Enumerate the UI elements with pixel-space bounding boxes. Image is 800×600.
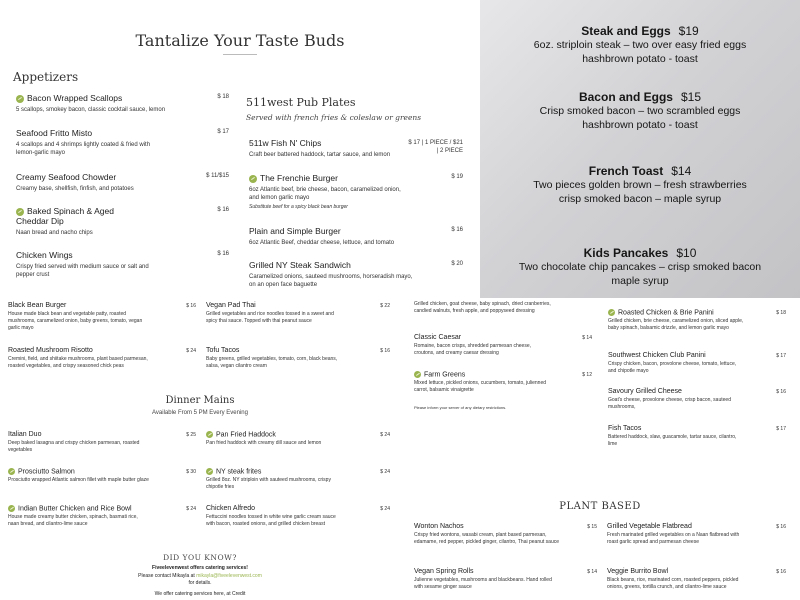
- pub-plates-heading: 511west Pub Plates: [246, 96, 356, 109]
- menu-item: [608, 388, 743, 411]
- item-name: Bacon Wrapped Scallops: [27, 93, 123, 103]
- appetizers-heading: Appetizers: [13, 70, 79, 84]
- item-price: $ 25: [186, 432, 196, 438]
- item-description: Deep baked lasagna and crispy chicken parmesan, roasted vegetables: [8, 440, 140, 453]
- item-price: $ 30: [186, 469, 196, 475]
- item-price: $ 24: [186, 506, 196, 512]
- item-price: $ 20: [451, 261, 463, 267]
- plant-based-panel: [400, 478, 800, 600]
- item-name: Indian Butter Chicken and Rice Bowl: [18, 505, 132, 513]
- catering-headline: Fiveelevenwest offers catering services!: [152, 565, 248, 571]
- item-description: Crispy chicken, bacon, provolone cheese, tomato, lettuce, and chipotle mayo: [608, 361, 737, 374]
- item-price: $15: [680, 90, 702, 104]
- item-description: Grilled 8oz. NY striploin with sauteed mushrooms, crispy chipotle fries: [206, 477, 331, 491]
- plant-based-heading: PLANT BASED: [559, 501, 641, 512]
- item-description: House made creamy butter chicken, spinach, basmati rice, naan bread, and cilantro-lime sauce: [8, 514, 138, 528]
- leaf-icon: [16, 95, 24, 103]
- item-description: Craft beer battered haddock, tartar sauce, and lemon: [249, 152, 391, 158]
- item-description: Grilled vegetables and rice noodles tossed in a sweet and spicy thai sauce. Topped with thai peanut sauce: [206, 311, 334, 324]
- leaf-icon: [608, 309, 615, 316]
- item-name: Creamy Seafood Chowder: [16, 172, 117, 182]
- page-title: Tantalize Your Taste Buds: [135, 31, 345, 50]
- menu-item: [607, 523, 747, 546]
- item-price: $10: [676, 246, 697, 260]
- menu-item: [414, 523, 559, 546]
- menu-item: [608, 309, 746, 332]
- item-name: Chicken Wings: [16, 250, 73, 260]
- item-name: French Toast: [588, 164, 664, 178]
- item-price: $ 16: [217, 251, 229, 257]
- item-name: Wonton Nachos: [414, 523, 464, 530]
- item-description: maple syrup: [611, 275, 669, 288]
- leaf-icon: [206, 431, 213, 438]
- item-description: Romaine, bacon crisps, shredded parmesan cheese, croutons, and creamy caesar dressing: [414, 343, 532, 356]
- leaf-icon: [16, 208, 24, 216]
- item-name: Plain and Simple Burger: [249, 226, 341, 236]
- menu-item: [249, 173, 409, 211]
- item-description: Grilled chicken, goat cheese, baby spinach, dried cranberries, candied walnuts, fresh apple, and poppyseed dressing: [414, 301, 551, 314]
- item-description: Naan bread and nacho chips: [16, 230, 93, 237]
- leaf-icon: [249, 175, 257, 183]
- catering-details: for details.: [188, 580, 212, 586]
- menu-item: [414, 371, 549, 394]
- item-name: Chicken Alfredo: [206, 505, 256, 512]
- contact-text: Please contact Mikayla at: [138, 573, 197, 579]
- item-name: 511w Fish N' Chips: [249, 138, 322, 148]
- item-price: $ 16: [776, 389, 786, 395]
- item-name: Southwest Chicken Club Panini: [608, 352, 706, 359]
- item-name: Pan Fried Haddock: [216, 431, 276, 439]
- pub-plates-subheading: Served with french fries & coleslaw or greens: [246, 113, 422, 122]
- item-description: Caramelized onions, sauteed mushrooms, horseradish mayo, on an open face baguette: [249, 274, 413, 289]
- board-item: [480, 164, 800, 206]
- item-name: Veggie Burrito Bowl: [607, 568, 669, 575]
- leaf-icon: [414, 371, 421, 378]
- item-name: Steak and Eggs: [581, 24, 671, 38]
- item-description: Mixed lettuce, pickled onions, cucumbers, tomato, julienned carrot, balsamic vinaigrette: [414, 380, 547, 394]
- item-price: $ 17: [776, 353, 786, 359]
- title-divider: [223, 54, 257, 55]
- item-description: 6oz. striploin steak – two over easy fried eggs: [533, 39, 747, 51]
- item-name: Farm Greens: [424, 371, 466, 379]
- menu-item: [8, 302, 148, 331]
- menu-item: [249, 226, 419, 247]
- item-name: Prosciutto Salmon: [18, 468, 75, 476]
- item-name: The Frenchie Burger: [260, 173, 338, 183]
- item-price: $ 24: [380, 469, 390, 475]
- salads-panini-panel: [400, 298, 800, 478]
- catering-email-link[interactable]: mikayla@fiveelevenwest.com: [196, 573, 262, 579]
- catering-location: We offer catering services here, at Credit: [154, 591, 246, 597]
- item-price: $ 17 | 1 PIECE / $21 | 2 PIECE: [408, 140, 463, 155]
- item-name: Vegan Spring Rolls: [414, 568, 474, 575]
- leaf-icon: [206, 468, 213, 475]
- item-description: Fresh marinated grilled vegetables on a Naan flatbread with roast garlic spread and parmesan cheese: [607, 532, 740, 545]
- item-price: $ 24: [380, 432, 390, 438]
- menu-item: [206, 302, 346, 325]
- menu-item: [249, 138, 409, 159]
- item-description: Goat's cheese, provolone cheese, crisp bacon, sauteed mushrooms,: [608, 397, 731, 410]
- item-price: $ 24: [186, 348, 196, 354]
- item-name: Grilled NY Steak Sandwich: [249, 260, 351, 270]
- item-price: $ 14: [587, 569, 597, 575]
- main-menu-panel: [0, 0, 480, 298]
- item-description: Black beans, rice, marinated corn, roasted peppers, pickled onions, greens, tortilla crunch, and cilantro-lime sauce: [607, 577, 739, 590]
- menu-item: [607, 568, 742, 591]
- item-description: Two pieces golden brown – fresh strawberries: [533, 179, 747, 191]
- catering-contact: [0, 573, 400, 579]
- menu-item: [8, 431, 148, 454]
- item-name: Fish Tacos: [608, 425, 642, 432]
- dinner-mains-subheading: Available From 5 PM Every Evening: [152, 410, 248, 416]
- item-name: Tofu Tacos: [206, 347, 240, 354]
- item-description: Crispy fried wontons, wasabi cream, plant based parmesan, edamame, red pepper, pickled ginger, cilantro, Thai peanut sauce: [414, 532, 559, 545]
- item-price: $ 15: [587, 524, 597, 530]
- did-you-know-heading: DID YOU KNOW?: [163, 553, 237, 562]
- item-price: $ 14: [582, 335, 592, 341]
- item-name: Bacon and Eggs: [578, 90, 673, 104]
- item-price: $ 17: [217, 129, 229, 135]
- item-price: $ 18: [217, 94, 229, 100]
- item-price: $14: [671, 164, 692, 178]
- item-price: $ 12: [582, 372, 592, 378]
- menu-item: [8, 468, 153, 484]
- item-name: Seafood Fritto Misto: [16, 128, 93, 138]
- item-price: $ 22: [380, 303, 390, 309]
- item-name: Savoury Grilled Cheese: [608, 388, 682, 395]
- menu-item: [8, 505, 148, 528]
- item-description: Two chocolate chip pancakes – crisp smoked bacon: [518, 261, 762, 273]
- menu-item: [206, 505, 346, 528]
- item-description: crisp smoked bacon – maple syrup: [558, 193, 722, 206]
- item-price: $ 18: [776, 310, 786, 316]
- item-description: House made black bean and vegetable patty, roasted mushrooms, caramelized onion, baby greens, tomato, vegan garlic mayo: [8, 311, 143, 331]
- menu-item: [16, 172, 196, 193]
- item-price: $ 24: [380, 506, 390, 512]
- menu-item: [8, 347, 153, 370]
- menu-item: [16, 206, 136, 237]
- item-name: Roasted Chicken & Brie Panini: [618, 309, 714, 317]
- board-item: [480, 90, 800, 132]
- item-description: 5 scallops, smokey bacon, classic cocktail sauce, lemon: [16, 107, 166, 113]
- menu-item: [249, 260, 414, 289]
- item-name: Italian Duo: [8, 431, 42, 438]
- item-price: $19: [678, 24, 699, 38]
- item-price: $ 16: [776, 524, 786, 530]
- menu-item: [206, 347, 346, 370]
- dietary-note: Please inform your server of any dietary restrictions.: [414, 405, 507, 410]
- board-item: [480, 246, 800, 288]
- item-description: 6oz Atlantic Beef, cheddar cheese, lettuce, and tomato: [249, 240, 395, 246]
- item-price: $ 19: [451, 174, 463, 180]
- item-description: Pan fried haddock with creamy dill sauce and lemon: [206, 440, 322, 447]
- item-price: $ 16: [380, 348, 390, 354]
- item-description: Creamy base, shellfish, finfish, and potatoes: [16, 186, 134, 192]
- menu-item: [414, 568, 554, 591]
- item-price: $ 16: [186, 303, 196, 309]
- dinner-menu-panel: [0, 298, 400, 600]
- item-description: Crispy fried served with medium sauce or salt and pepper crust: [16, 264, 149, 279]
- item-description: Crisp smoked bacon – two scrambled eggs: [539, 105, 741, 117]
- leaf-icon: [8, 505, 15, 512]
- item-price: $ 16: [451, 227, 463, 233]
- menu-item: [608, 425, 738, 448]
- dinner-mains-heading: Dinner Mains: [165, 395, 235, 406]
- item-name: Baked Spinach & Aged Cheddar Dip: [16, 206, 114, 227]
- item-description: 6oz Atlantic beef, brie cheese, bacon, caramelized onion, and lemon garlic mayo: [249, 187, 401, 202]
- item-price: $ 16: [776, 569, 786, 575]
- item-description: Julienne vegetables, mushrooms and blackbeans. Hand rolled with sesame ginger sauce: [414, 577, 552, 590]
- breakfast-board-photo: [480, 0, 800, 298]
- item-name: NY steak frites: [216, 468, 262, 476]
- menu-item: [414, 334, 549, 357]
- item-description: Prosciutto wrapped Atlantic salmon fillet with maple butter glaze: [8, 477, 149, 484]
- item-description: hashbrown potato - toast: [582, 119, 698, 132]
- item-description: Cremini, field, and shiitake mushrooms, plant based parmesan, roasted vegetables, and crispy seasoned chick peas: [8, 356, 148, 369]
- item-name: Black Bean Burger: [8, 302, 67, 309]
- item-price: $ 17: [776, 426, 786, 432]
- item-name: Grilled Vegetable Flatbread: [607, 523, 692, 530]
- item-description: Fettuccini noodles tossed in white wine garlic cream sauce with bacon, roasted onions, and grilled chicken breast: [206, 514, 336, 527]
- item-description: Battered haddock, slaw, guacamole, tartar sauce, cilantro, lime: [608, 434, 737, 447]
- menu-item: [206, 468, 346, 491]
- item-description: Grilled chicken, brie cheese, caramelized onion, sliced apple, baby spinach, balsamic drizzle, and lemon garlic mayo: [608, 318, 744, 332]
- item-name: Classic Caesar: [414, 334, 462, 341]
- item-name: Kids Pancakes: [583, 246, 669, 260]
- item-name: Roasted Mushroom Risotto: [8, 347, 93, 354]
- item-description: 4 scallops and 4 shrimps lightly coated & fried with lemon-garlic mayo: [16, 142, 151, 157]
- leaf-icon: [8, 468, 15, 475]
- item-price: $ 11/$15: [206, 173, 229, 179]
- item-price: $ 16: [217, 207, 229, 213]
- menu-item: [206, 431, 346, 447]
- item-description: hashbrown potato - toast: [582, 53, 698, 66]
- menu-item: [608, 352, 738, 375]
- menu-item: [414, 301, 554, 315]
- board-item: [480, 24, 800, 66]
- menu-item: [16, 128, 166, 157]
- item-note: Substitute beef for a spicy black bean burger: [249, 204, 348, 211]
- item-name: Vegan Pad Thai: [206, 302, 256, 309]
- menu-item: [16, 250, 166, 279]
- item-description: Baby greens, grilled vegetables, tomato, corn, black beans, salsa, vegan cilantro cream: [206, 356, 338, 369]
